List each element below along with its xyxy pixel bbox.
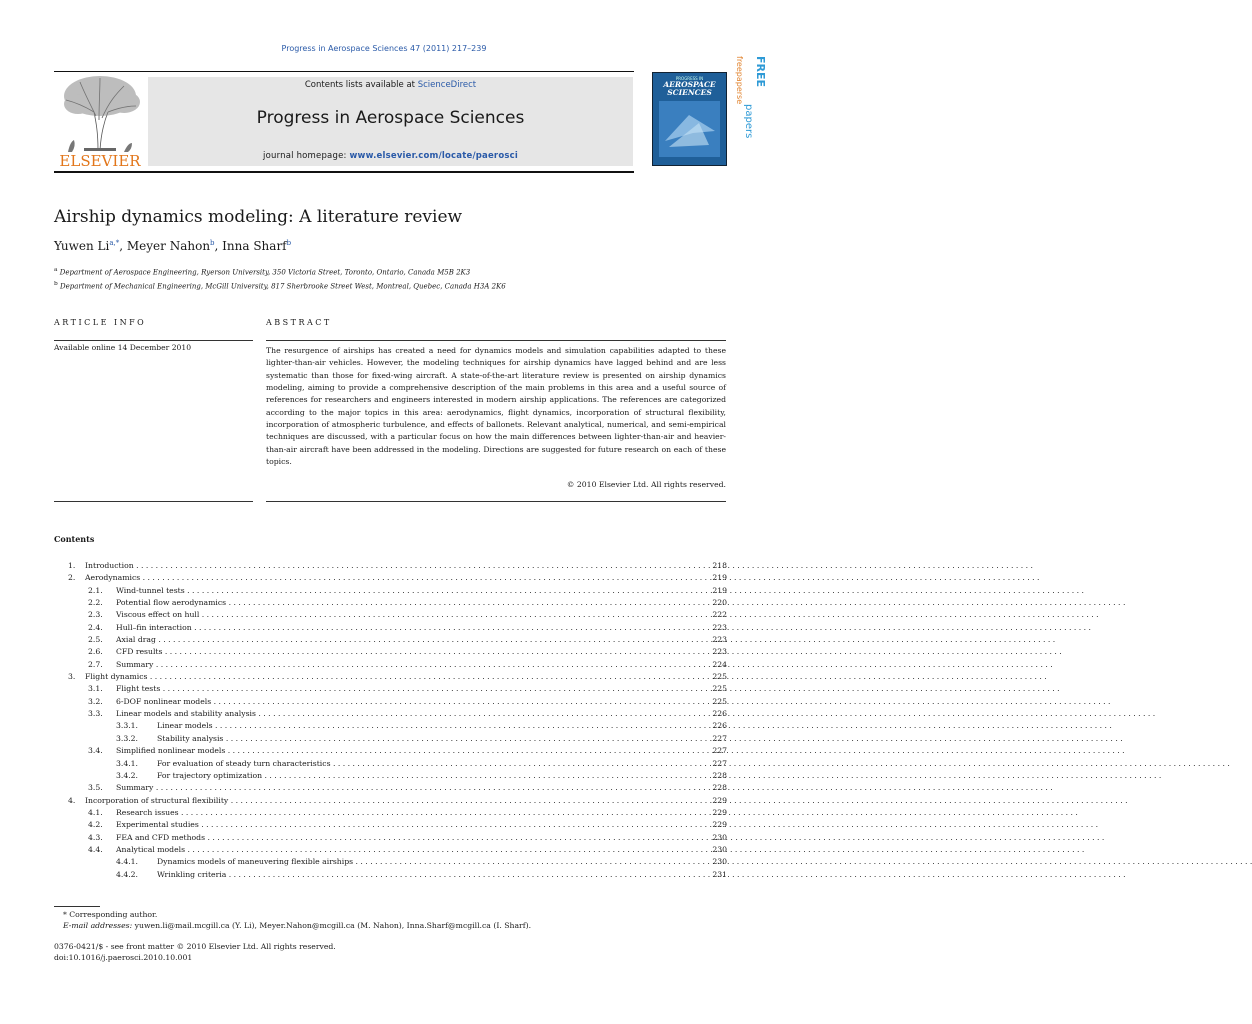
toc-page-number: 226 [712, 721, 727, 731]
toc-entry[interactable] [54, 795, 727, 807]
author-name: Inna Sharf [222, 239, 287, 253]
affiliation-text: Department of Aerospace Engineering, Ryerson University, 350 Victoria Street, Toronto, Ontario, Canada M5B 2K3 [59, 268, 471, 277]
toc-title[interactable]: Summary . . . [116, 659, 701, 671]
footnotes [54, 909, 531, 931]
toc-title[interactable]: For trajectory optimization . . . [157, 770, 701, 782]
toc-number: 2.2. [88, 598, 103, 608]
free-logo-text: FREE [754, 56, 767, 88]
toc-number: 1. [68, 561, 76, 570]
toc-title[interactable]: Research issues . . . [116, 807, 701, 819]
contents-prefix: Contents lists available at [304, 80, 418, 90]
toc-page-number: 225 [712, 672, 727, 682]
toc-page-number: 230 [712, 832, 727, 842]
toc-entry[interactable] [54, 856, 727, 868]
affiliation-line [54, 264, 506, 278]
toc-number: 3.4. [88, 746, 103, 756]
article-info-rule-bottom [54, 501, 253, 502]
homepage-link[interactable]: www.elsevier.com/locate/paerosci [349, 151, 518, 161]
toc-title[interactable]: Wrinkling criteria . . . [157, 869, 701, 881]
toc-entry[interactable] [54, 745, 727, 757]
toc-page-number: 231 [712, 869, 727, 879]
toc-number: 2.7. [88, 659, 103, 669]
toc-title[interactable]: Hull–fin interaction . . . [116, 622, 701, 634]
toc-title[interactable]: Wind-tunnel tests . . . [116, 585, 701, 597]
elsevier-tree-icon [54, 72, 146, 170]
affiliations [54, 264, 506, 293]
journal-name: Progress in Aerospace Sciences [256, 108, 525, 128]
toc-number: 4.4. [88, 844, 103, 854]
toc-number: 3.1. [88, 684, 103, 694]
email-note [54, 920, 531, 931]
elsevier-wordmark: ELSEVIER [59, 152, 141, 170]
toc-title[interactable]: Potential flow aerodynamics . . . [116, 597, 701, 609]
affiliation-mark: a [54, 267, 58, 273]
toc-number: 4. [68, 795, 76, 805]
abstract-rule-bottom [266, 501, 726, 502]
toc-page-number: 223 [712, 635, 727, 645]
toc-number: 2.3. [88, 610, 103, 620]
toc-page-number: 228 [712, 770, 727, 780]
toc-number: 3.5. [88, 783, 103, 793]
toc-title[interactable]: FEA and CFD methods . . . [116, 832, 701, 844]
elsevier-logo [54, 72, 146, 170]
cover-art-icon [659, 101, 720, 157]
available-online-date: Available online 14 December 2010 [54, 343, 192, 352]
cover-subtitle: PROGRESS IN [675, 76, 704, 81]
author-affiliation-mark[interactable]: b [210, 239, 215, 247]
journal-cover-image [652, 72, 727, 166]
toc-entry[interactable] [54, 659, 727, 671]
toc-number: 4.4.1. [116, 857, 139, 867]
toc-number: 2.6. [88, 647, 103, 657]
affiliation-line [54, 278, 506, 292]
toc-title[interactable]: Linear models and stability analysis . . . [116, 708, 701, 720]
toc-title[interactable]: For evaluation of steady turn characteristics . . . [157, 758, 701, 770]
toc-number: 4.2. [88, 820, 103, 830]
article-info-rule-top [54, 340, 253, 341]
issn-line: 0376-0421/$ - see front matter © 2010 Elsevier Ltd. All rights reserved. [54, 942, 336, 951]
toc-number: 3.4.2. [116, 770, 139, 780]
free-side-text: freepaperse [735, 56, 744, 105]
toc-page-number: 227 [712, 733, 727, 743]
journal-reference[interactable]: Progress in Aerospace Sciences 47 (2011) 217–239 [281, 44, 487, 53]
toc-page-number: 229 [712, 820, 727, 830]
toc-number: 4.3. [88, 832, 103, 842]
article-info-heading: ARTICLE INFO [54, 318, 147, 327]
toc-page-number: 220 [712, 598, 727, 608]
toc-number: 4.1. [88, 807, 103, 817]
table-of-contents [54, 560, 727, 881]
toc-page-number: 226 [712, 709, 727, 719]
toc-title[interactable]: Simplified nonlinear models . . . [116, 745, 701, 757]
email-addresses[interactable]: yuwen.li@mail.mcgill.ca (Y. Li), Meyer.Nahon@mcgill.ca (M. Nahon), Inna.Sharf@mcgill.ca (I. Sharf). [134, 921, 532, 930]
toc-page-number: 225 [712, 684, 727, 694]
toc-page-number: 222 [712, 610, 727, 620]
toc-title[interactable]: 6-DOF nonlinear models . . . [116, 696, 701, 708]
email-label: E-mail addresses: [63, 921, 133, 930]
toc-number: 2.5. [88, 635, 103, 645]
toc-entry[interactable] [54, 770, 727, 782]
footnote-rule [54, 906, 100, 907]
toc-entry[interactable] [54, 819, 727, 831]
abstract-copyright: © 2010 Elsevier Ltd. All rights reserved. [566, 480, 726, 489]
toc-number: 3.3.1. [116, 721, 139, 731]
toc-page-number: 229 [712, 807, 727, 817]
toc-title[interactable]: Summary . . . [116, 782, 701, 794]
toc-entry[interactable] [54, 733, 727, 745]
toc-number: 3.4.1. [116, 758, 139, 768]
toc-page-number: 223 [712, 647, 727, 657]
toc-entry[interactable] [54, 609, 727, 621]
toc-entry[interactable] [54, 622, 727, 634]
toc-title[interactable]: Flight tests . . . [116, 683, 701, 695]
toc-page-number: 227 [712, 758, 727, 768]
toc-number: 3.2. [88, 696, 103, 706]
abstract-text: The resurgence of airships has created a need for dynamics models and simulation capabilities adapted to these lighter-than-air vehicles. However, the modeling techniques for airship dynamics have lagged behind and are less systematic than those for fixed-wing aircraft. A state-of-the-art literature review is presented on airship dynamics modeling, aiming to provide a comprehensive description of the main problems in this area and a useful source of references for researchers and engineers interested in modern airship applications. The references are categorized according to the major topics in this area: aerodynamics, flight dynamics, incorporation of structural flexibility, incorporation of atmospheric turbulence, and effects of ballonets. Relevant analytical, numerical, and semi-empirical techniques are discussed, with a particular focus on how the main differences between lighter-than-air and heavier-than-air aircraft have been addressed in the modeling. Directions are suggested for future research on each of these topics. [266, 346, 726, 467]
free-logo-sub: papers [743, 104, 754, 139]
author-affiliation-mark[interactable]: b [286, 239, 292, 247]
toc-number: 3. [68, 672, 76, 682]
toc-entry[interactable] [54, 597, 727, 609]
toc-page-number: 230 [712, 857, 727, 867]
contents-heading: Contents [54, 534, 95, 544]
sciencedirect-link[interactable]: ScienceDirect [417, 80, 477, 90]
toc-number: 4.4.2. [116, 869, 139, 879]
toc-title[interactable]: Analytical models . . . [116, 844, 701, 856]
toc-page-number: 229 [712, 795, 727, 805]
article-title: Airship dynamics modeling: A literature review [54, 207, 463, 227]
toc-title[interactable]: Aerodynamics . . . [85, 572, 701, 584]
toc-title[interactable]: Dynamics models of maneuvering flexible airships . . . [157, 856, 701, 868]
abstract-heading: ABSTRACT [266, 318, 332, 327]
toc-number: 3.3.2. [116, 733, 139, 743]
author-name: Yuwen Li [54, 239, 110, 253]
toc-entry[interactable] [54, 646, 727, 658]
toc-number: 2.1. [88, 585, 103, 595]
toc-page-number: 230 [712, 844, 727, 854]
toc-title[interactable]: Viscous effect on hull . . . [116, 609, 701, 621]
toc-entry[interactable] [54, 758, 727, 770]
toc-number: 2. [68, 573, 76, 583]
toc-entry[interactable] [54, 560, 727, 572]
toc-title[interactable]: Linear models . . . [157, 720, 701, 732]
toc-entry[interactable] [54, 720, 727, 732]
toc-page-number: 219 [712, 585, 727, 595]
toc-page-number: 219 [712, 573, 727, 583]
toc-page-number: 224 [712, 659, 727, 669]
toc-page-number: 228 [712, 783, 727, 793]
cover-title: AEROSPACE SCIENCES [663, 80, 716, 97]
abstract-rule-top [266, 340, 726, 341]
toc-entry[interactable] [54, 671, 727, 683]
toc-page-number: 223 [712, 622, 727, 632]
doi-line[interactable]: doi:10.1016/j.paerosci.2010.10.001 [54, 953, 193, 962]
toc-title[interactable]: Introduction . . . [85, 560, 701, 572]
contents-availability [148, 80, 633, 90]
toc-number: 3.3. [88, 709, 103, 719]
toc-entry[interactable] [54, 807, 727, 819]
toc-page-number: 218 [712, 561, 727, 570]
toc-title[interactable]: Flight dynamics . . . [85, 671, 701, 683]
toc-entry[interactable] [54, 782, 727, 794]
corresponding-author-note: * Corresponding author. [63, 910, 158, 919]
toc-entry[interactable] [54, 634, 727, 646]
toc-entry[interactable] [54, 832, 727, 844]
journal-homepage [148, 151, 633, 161]
toc-title[interactable]: Incorporation of structural flexibility . . . [85, 795, 701, 807]
toc-entry[interactable] [54, 696, 727, 708]
toc-title[interactable]: Experimental studies . . . [116, 819, 701, 831]
homepage-label: journal homepage: [263, 151, 350, 161]
author-list: Yuwen $Li^{a,*}$, Meyer Nahon$^b$, Inna Sharf$^b$ [54, 239, 292, 253]
toc-title[interactable]: Stability analysis . . . [157, 733, 701, 745]
author-affiliation-mark[interactable]: a,* [109, 239, 120, 247]
toc-entry[interactable] [54, 683, 727, 695]
toc-page-number: 225 [712, 696, 727, 706]
toc-title[interactable]: CFD results . . . [116, 646, 701, 658]
issn-doi-block [54, 941, 336, 963]
toc-entry[interactable] [54, 844, 727, 856]
affiliation-text: Department of Mechanical Engineering, McGill University, 817 Sherbrooke Street West, Montreal, Quebec, Canada H3A 2K6 [59, 282, 506, 291]
toc-entry[interactable] [54, 572, 727, 584]
toc-entry[interactable] [54, 869, 727, 881]
free-papers-watermark [733, 52, 767, 172]
toc-entry[interactable] [54, 708, 727, 720]
author-name: Meyer Nahon [126, 239, 211, 253]
header-rule-bottom [54, 171, 634, 173]
toc-page-number: 227 [712, 746, 727, 756]
affiliation-mark: b [54, 281, 58, 288]
toc-entry[interactable] [54, 585, 727, 597]
toc-number: 2.4. [88, 622, 103, 632]
toc-title[interactable]: Axial drag . . . [116, 634, 701, 646]
